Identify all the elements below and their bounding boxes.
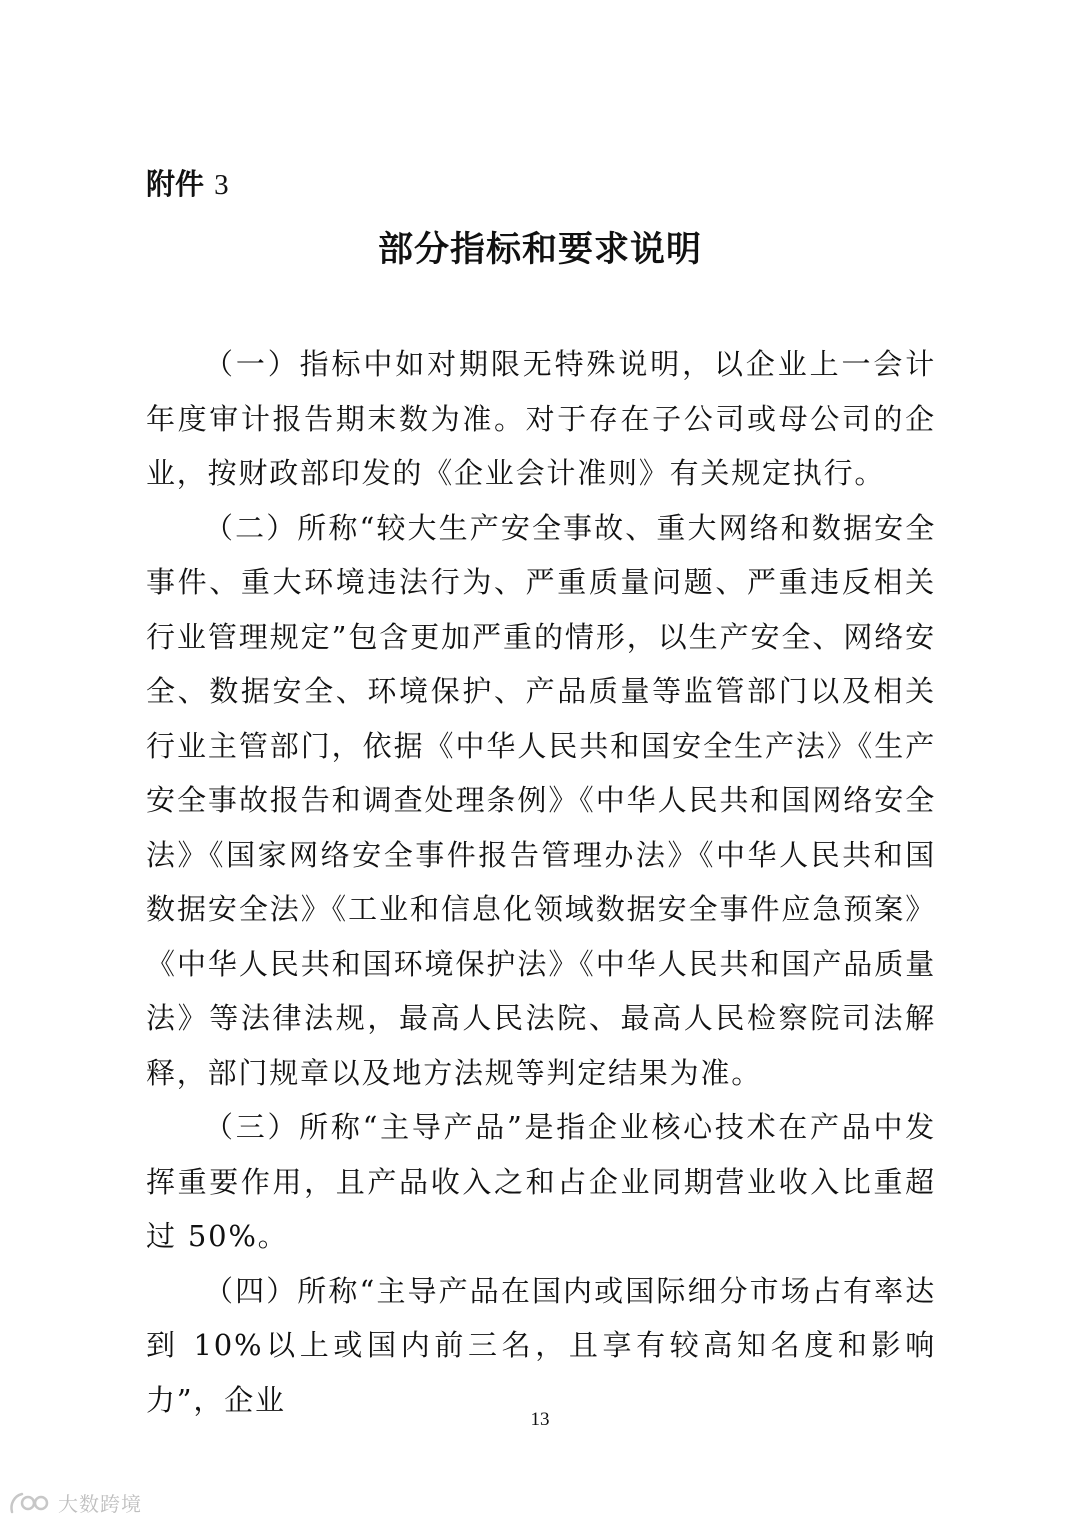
watermark [8,1488,142,1517]
brand-logo-icon [8,1490,52,1516]
document-body [146,337,936,1427]
paragraph-3: （三）所称“主导产品”是指企业核心技术在产品中发挥重要作用，且产品收入之和占企业同期营业收入比重超过 50%。 [146,1110,936,1253]
watermark-text: 大数跨境 [58,1492,142,1516]
paragraph-4: （四）所称“主导产品在国内或国际细分市场占有率达到 10%以上或国内前三名，且享有较高知名度和影响力”，企业 [146,1273,936,1417]
document-title: 部分指标和要求说明 [377,230,702,270]
attachment-prefix: 附件 [146,167,205,201]
paragraph-1: （一）指标中如对期限无特殊说明，以企业上一会计年度审计报告期末数为准。对于存在子公司或母公司的企业，按财政部印发的《企业会计准则》有关规定执行。 [146,347,936,490]
attachment-number: 3 [214,169,229,201]
paragraph-2: （二）所称“较大生产安全事故、重大网络和数据安全事件、重大环境违法行为、严重质量问题、严重违反相关行业管理规定”包含更加严重的情形，以生产安全、网络安全、数据安全、环境保护、产品质量等监管部门以及相关行业主管部门，依据《中华人民共和国安全生产法》《生产安全事故报告和调查处理条例》《中华人民共和国网络安全法》《国家网络安全事件报告管理办法》《中华人民共和国数据安全法》《工业和信息化领域数据安全事件应急预案》《中华人民共和国环境保护法》《中华人民共和国产品质量法》等法律法规，最高人民法院、最高人民检察院司法解释，部门规章以及地方法规等判定结果为准。 [146,510,936,1090]
attachment-label [146,166,229,203]
page-number: 13 [530,1409,550,1430]
